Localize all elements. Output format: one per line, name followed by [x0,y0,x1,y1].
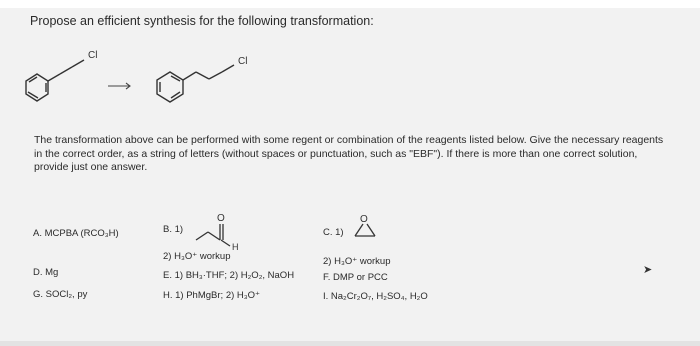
top-edge [0,0,700,8]
option-b-aldehyde-o: O [217,213,225,224]
product-cl-label: Cl [238,56,248,67]
option-c-step2: 2) H₃O⁺ workup [323,256,391,267]
option-h: H. 1) PhMgBr; 2) H₃O⁺ [163,290,261,301]
option-b-aldehyde-structure [190,206,270,252]
question-description: The transformation above can be performed with some regent or combination of the reagents listed below. Give the necessary reagents in the correct order, as a string of letters (without spaces or punctuation, such as "EBF"). If there is more than one correct solution, provide just one answer. [34,134,664,173]
option-g: G. SOCl₂, py [33,289,88,300]
option-c-epoxide-structure [343,208,387,242]
product-structure [157,65,234,102]
bottom-edge [0,341,700,346]
question-title: Propose an efficient synthesis for the following transformation: [30,14,374,28]
reactant-structure [26,60,84,101]
mouse-cursor-icon: ➤ [643,264,653,276]
option-a: A. MCPBA (RCO₃H) [33,228,119,239]
option-e: E. 1) BH₃·THF; 2) H₂O₂, NaOH [163,270,295,281]
reaction-scheme [0,30,300,120]
option-b-aldehyde-h: H [232,242,239,252]
option-d: D. Mg [33,267,59,278]
option-i: I. Na₂Cr₂O₇, H₂SO₄, H₂O [323,291,428,302]
reactant-cl-label: Cl [88,50,98,61]
option-f: F. DMP or PCC [323,272,388,283]
reaction-arrow [108,83,130,89]
option-b-step2: 2) H₃O⁺ workup [163,251,231,262]
option-c-step1: C. 1) [323,227,344,238]
option-c-epoxide-o: O [360,214,368,225]
option-b-step1: B. 1) [163,224,184,235]
